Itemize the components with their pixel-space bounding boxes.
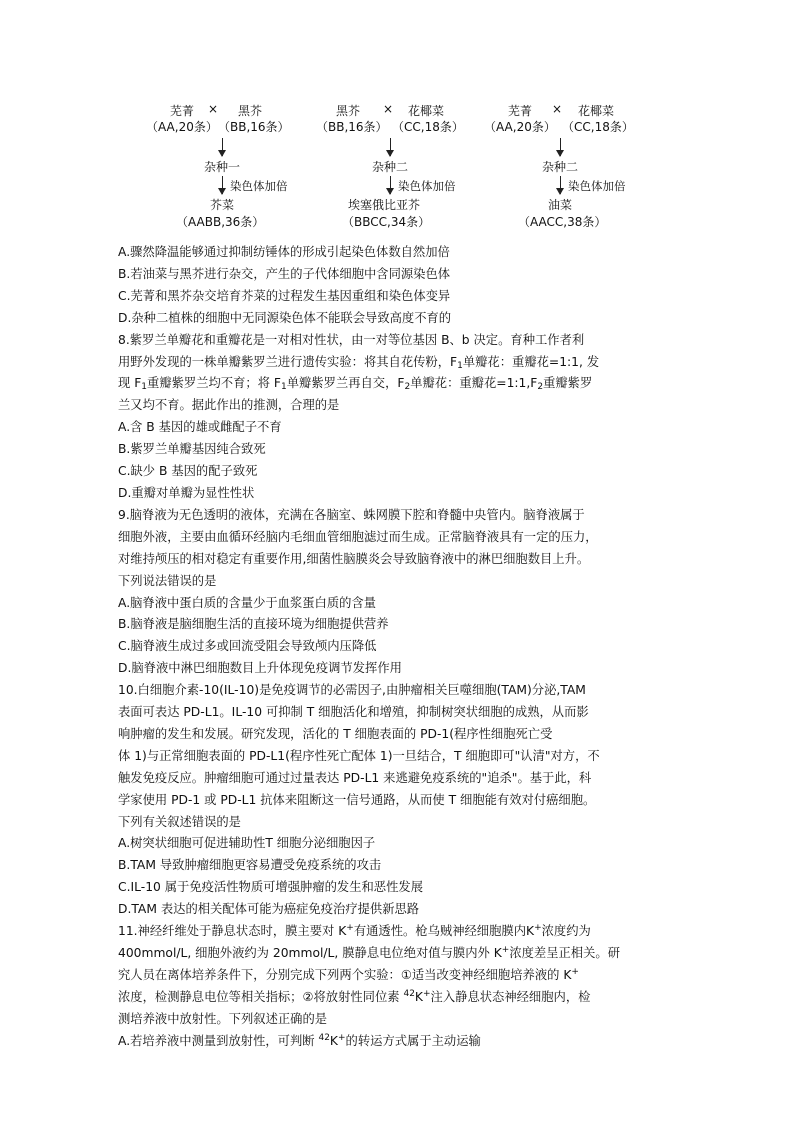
cross-2-cross-symbol: ×: [383, 102, 394, 116]
cross-3-cross-symbol: ×: [552, 102, 563, 116]
cross-2-parent2-info: （CC,18条）: [392, 120, 464, 134]
question-text: [118, 242, 684, 1053]
cross-1-parent2-info: （BB,16条）: [218, 120, 290, 134]
q10-stem-line-3: 响肿瘤的发生和发展。研究发现，活化的 T 细胞表面的 PD-1(程序性细胞死亡受: [118, 726, 553, 741]
cross-3-parent2-name: 花椰菜: [578, 104, 615, 118]
cross-1-step: 染色体加倍: [230, 179, 288, 193]
q9-option-c: C.脑脊液生成过多或回流受阻会导致颅内压降低: [118, 639, 377, 654]
cross-3-hybrid: 杂种二: [542, 160, 579, 174]
q8-stem-line-1: 8.紫罗兰单瓣花和重瓣花是一对相对性状，由一对等位基因 B、b 决定。育种工作者利: [118, 332, 585, 347]
q10-option-a: A.树突状细胞可促进辅助性T 细胞分泌细胞因子: [118, 836, 376, 851]
cross-diagram: [130, 102, 670, 232]
q7-option-c: C.芜菁和黑芥杂交培育芥菜的过程发生基因重组和染色体变异: [118, 288, 451, 303]
q10-stem-line-6: 学家使用 PD-1 或 PD-L1 抗体来阻断这一信号通路，从而使 T 细胞能有效对付癌细胞。: [118, 792, 596, 807]
cross-1-parent1-name: 芜菁: [170, 104, 195, 118]
cross-2-arrow-2: [390, 176, 391, 194]
q11-stem-line-3: 究人员在离体培养条件下，分别完成下列两个实验：①适当改变神经细胞培养液的 K+: [118, 966, 579, 982]
q10-stem-line-4: 体 1)与正常细胞表面的 PD-L1(程序性死亡配体 1)一旦结合，T 细胞即可"认清"对方，不: [118, 748, 600, 763]
cross-3-result-info: （AACC,38条）: [518, 215, 607, 229]
q10-stem-line-7: 下列有关叙述错误的是: [118, 814, 241, 829]
cross-2-arrow-1: [390, 138, 391, 156]
q7-option-b: B.若油菜与黑芥进行杂交，产生的子代体细胞中含同源染色体: [118, 266, 451, 281]
cross-3-parent1-name: 芜菁: [508, 104, 533, 118]
q9-stem-line-1: 9.脑脊液为无色透明的液体，充满在各脑室、蛛网膜下腔和脊髓中央管内。脑脊液属于: [118, 507, 585, 522]
cross-2-parent1-info: （BB,16条）: [316, 120, 388, 134]
q10-option-b: B.TAM 导致肿瘤细胞更容易遭受免疫系统的攻击: [118, 858, 382, 873]
q7-option-a: A.骤然降温能够通过抑制纺锤体的形成引起染色体数自然加倍: [118, 245, 450, 259]
cross-2-parent2-name: 花椰菜: [408, 104, 445, 118]
q8-option-b: B.紫罗兰单瓣基因纯合致死: [118, 442, 266, 457]
q8-option-a: A.含 B 基因的雄或雌配子不育: [118, 420, 282, 435]
q9-stem-line-2: 细胞外液，主要由血循环经脑内毛细血管细胞滤过而生成。正常脑脊液具有一定的压力，: [118, 529, 598, 544]
q8-option-c: C.缺少 B 基因的配子致死: [118, 464, 258, 479]
cross-2-parent1-name: 黑芥: [336, 104, 361, 118]
cross-2-step: 染色体加倍: [398, 179, 456, 193]
cross-2-result-info: （BBCC,34条）: [342, 215, 431, 229]
cross-1-parent1-info: （AA,20条）: [146, 120, 218, 134]
q7-option-d: D.杂种二植株的细胞中无同源染色体不能联会导致高度不育的: [118, 310, 452, 325]
q10-stem-line-2: 表面可表达 PD-L1。IL-10 可抑制 T 细胞活化和增殖，抑制树突状细胞的成熟，从而影: [118, 705, 589, 720]
cross-3-arrow-1: [560, 138, 561, 156]
cross-1-arrow-1: [222, 138, 223, 156]
cross-3-parent1-info: （AA,20条）: [484, 120, 556, 134]
cross-1-result-name: 芥菜: [210, 198, 235, 212]
q11-option-a: A.若培养液中测量到放射性，可判断 $^{42}$K+的转运方式属于主动运输: [118, 1032, 481, 1048]
q11-stem-line-4: 浓度，检测静息电位等相关指标；②将放射性同位素 $^{42}$K+注入静息状态神经细胞内，检: [118, 988, 591, 1004]
cross-1-arrow-2: [222, 176, 223, 194]
cross-1-parent2-name: 黑芥: [238, 104, 263, 118]
q8-stem-line-4: 兰又均不育。据此作出的推测，合理的是: [118, 398, 340, 413]
q9-stem-line-4: 下列说法错误的是: [118, 573, 217, 588]
cross-3-step: 染色体加倍: [568, 179, 626, 193]
cross-2-hybrid: 杂种二: [372, 160, 409, 174]
cross-1-result-info: （AABB,36条）: [176, 215, 265, 229]
q10-stem-line-1: 10.白细胞介素-10(IL-10)是免疫调节的必需因子,由肿瘤相关巨噬细胞(TAM)分泌,TAM: [118, 683, 586, 698]
q9-option-d: D.脑脊液中淋巴细胞数目上升体现免疫调节发挥作用: [118, 661, 402, 676]
q9-stem-line-3: 对维持颅压的相对稳定有重要作用,细菌性脑膜炎会导致脑脊液中的淋巴细胞数目上升。: [118, 551, 590, 566]
q9-option-b: B.脑脊液是脑细胞生活的直接环境为细胞提供营养: [118, 617, 389, 632]
cross-1-hybrid: 杂种一: [204, 160, 241, 174]
cross-3-result-name: 油菜: [548, 198, 573, 212]
q8-stem-line-2: 用野外发现的一株单瓣紫罗兰进行遗传实验：将其自花传粉，$F_1$单瓣花：重瓣花=1:1, 发: [118, 354, 600, 371]
q9-option-a: A.脑脊液中蛋白质的含量少于血浆蛋白质的含量: [118, 595, 377, 610]
q10-option-c: C.IL-10 属于免疫活性物质可增强肿瘤的发生和恶性发展: [118, 880, 423, 895]
q11-stem-line-5: 测培养液中放射性。下列叙述正确的是: [118, 1011, 328, 1026]
cross-2-result-name: 埃塞俄比亚芥: [348, 198, 421, 212]
q11-stem-line-2: 400mmol/L, 细胞外液约为 20mmol/L, 膜静息电位绝对值与膜内外 K+浓度差呈正相关。研: [118, 945, 620, 960]
q10-stem-line-5: 触发免疫反应。肿瘤细胞可通过过量表达 PD-L1 来逃避免疫系统的"追杀"。基于此，科: [118, 770, 592, 785]
q10-option-d: D.TAM 表达的相关配体可能为癌症免疫治疗提供新思路: [118, 902, 420, 917]
cross-3-arrow-2: [560, 176, 561, 194]
q8-option-d: D.重瓣对单瓣为显性性状: [118, 485, 255, 500]
q8-stem-line-3: 现 $F_1$重瓣紫罗兰均不育；将 $F_1$单瓣紫罗兰再自交，$F_2$单瓣花：重瓣花$=1:1,F_2$重瓣紫罗: [118, 376, 593, 393]
q11-stem-line-1: 11.神经纤维处于静息状态时，膜主要对 K+有通透性。枪乌贼神经细胞膜内K+浓度约为: [118, 923, 591, 939]
cross-1-cross-symbol: ×: [208, 102, 219, 116]
cross-3-parent2-info: （CC,18条）: [562, 120, 634, 134]
